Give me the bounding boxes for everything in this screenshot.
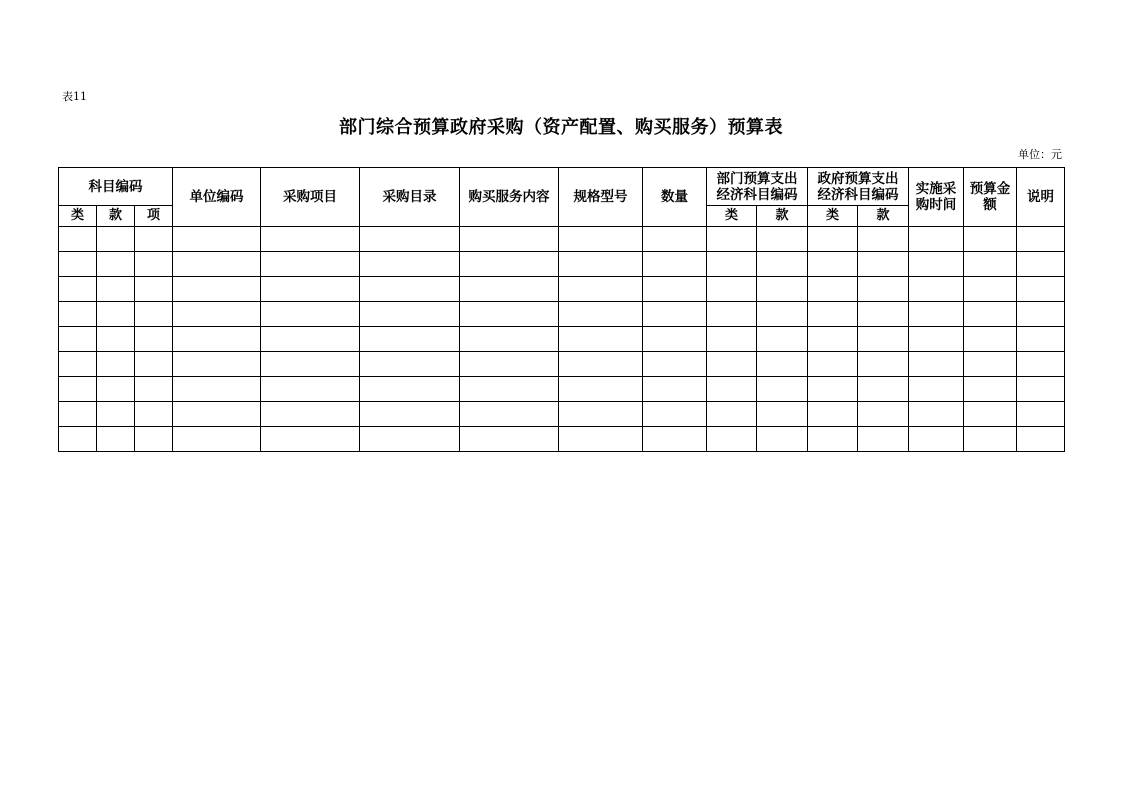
table-cell[interactable] [97,252,135,277]
table-row [59,327,1065,352]
table-cell[interactable] [261,377,360,402]
table-cell[interactable] [460,252,559,277]
table-cell[interactable] [643,327,707,352]
table-cell[interactable] [460,327,559,352]
table-cell[interactable] [97,277,135,302]
table-cell[interactable] [135,252,173,277]
table-cell[interactable] [757,427,808,452]
table-cell[interactable] [360,377,460,402]
header-subject-code: 科目编码 [59,168,173,206]
table-cell[interactable] [173,352,261,377]
header-dept-kuan: 款 [757,206,808,227]
table-row [59,377,1065,402]
header-gov-econ-code-line1: 政府预算支出 [817,170,899,187]
table-cell[interactable] [707,352,757,377]
table-cell[interactable] [360,302,460,327]
table-cell[interactable] [808,427,858,452]
header-gov-econ-code-line2: 经济科目编码 [817,186,899,203]
table-cell[interactable] [643,302,707,327]
table-cell[interactable] [261,227,360,252]
table-cell[interactable] [757,377,808,402]
table-cell[interactable] [1017,377,1065,402]
table-cell[interactable] [643,252,707,277]
table-cell[interactable] [1017,327,1065,352]
table-cell[interactable] [97,402,135,427]
header-dept-lei: 类 [707,206,757,227]
table-cell[interactable] [1017,352,1065,377]
header-impl-time-line2: 购时间 [915,197,957,213]
table-cell[interactable] [59,277,97,302]
header-spec-model: 规格型号 [559,168,643,227]
header-budget-amount-line1: 预算金 [969,181,1011,197]
table-cell[interactable] [909,327,964,352]
header-dept-econ-code-line2: 经济科目编码 [716,186,798,203]
table-cell[interactable] [59,252,97,277]
table-cell[interactable] [858,302,909,327]
table-cell[interactable] [858,327,909,352]
table-cell[interactable] [808,302,858,327]
header-kuan: 款 [97,206,135,227]
header-gov-econ-code [808,168,909,206]
table-number-label: 表11 [62,90,87,103]
table-cell[interactable] [360,402,460,427]
table-cell[interactable] [1017,302,1065,327]
table-cell[interactable] [643,377,707,402]
table-body [59,227,1065,452]
table-cell[interactable] [135,227,173,252]
table-cell[interactable] [135,302,173,327]
table-cell[interactable] [1017,227,1065,252]
table-cell[interactable] [460,227,559,252]
header-budget-amount [964,168,1017,227]
table-cell[interactable] [757,227,808,252]
table-cell[interactable] [460,377,559,402]
table-cell[interactable] [707,377,757,402]
table-cell[interactable] [135,427,173,452]
table-cell[interactable] [757,252,808,277]
table-cell[interactable] [858,227,909,252]
table-cell[interactable] [808,227,858,252]
table-cell[interactable] [964,277,1017,302]
table-cell[interactable] [97,377,135,402]
table-cell[interactable] [1017,427,1065,452]
table-cell[interactable] [261,252,360,277]
header-remarks: 说明 [1017,168,1065,227]
table-cell[interactable] [643,277,707,302]
table-cell[interactable] [909,352,964,377]
header-xiang: 项 [135,206,173,227]
table-cell[interactable] [707,402,757,427]
table-cell[interactable] [261,277,360,302]
table-cell[interactable] [360,352,460,377]
table-cell[interactable] [360,227,460,252]
header-budget-amount-line2: 额 [983,197,997,213]
table-cell[interactable] [261,302,360,327]
table-cell[interactable] [559,352,643,377]
table-cell[interactable] [173,227,261,252]
table-cell[interactable] [460,402,559,427]
table-cell[interactable] [964,252,1017,277]
table-row [59,427,1065,452]
table-cell[interactable] [909,402,964,427]
table-cell[interactable] [559,427,643,452]
table-row [59,277,1065,302]
table-cell[interactable] [173,277,261,302]
header-unit-code: 单位编码 [173,168,261,227]
table-cell[interactable] [360,327,460,352]
table-cell[interactable] [808,252,858,277]
table-row [59,227,1065,252]
header-dept-econ-code [707,168,808,206]
table-row [59,252,1065,277]
table-cell[interactable] [757,327,808,352]
table-cell[interactable] [135,277,173,302]
table-cell[interactable] [135,402,173,427]
table-cell[interactable] [808,277,858,302]
table-row [59,302,1065,327]
table-cell[interactable] [360,277,460,302]
header-purchase-item: 采购项目 [261,168,360,227]
table-cell[interactable] [1017,277,1065,302]
table-cell[interactable] [261,427,360,452]
table-cell[interactable] [858,427,909,452]
table-cell[interactable] [964,352,1017,377]
table-cell[interactable] [964,402,1017,427]
table-cell[interactable] [808,402,858,427]
table-cell[interactable] [97,327,135,352]
table-cell[interactable] [460,302,559,327]
table-cell[interactable] [559,402,643,427]
header-impl-time [909,168,964,227]
table-cell[interactable] [858,252,909,277]
table-cell[interactable] [559,327,643,352]
table-cell[interactable] [643,227,707,252]
header-impl-time-line1: 实施采 [915,181,957,197]
table-cell[interactable] [261,402,360,427]
table-cell[interactable] [261,352,360,377]
table-cell[interactable] [59,402,97,427]
header-service-content: 购买服务内容 [460,168,559,227]
table-cell[interactable] [59,327,97,352]
table-cell[interactable] [559,252,643,277]
table-cell[interactable] [808,327,858,352]
header-purchase-catalog: 采购目录 [360,168,460,227]
table-cell[interactable] [858,352,909,377]
table-cell[interactable] [858,377,909,402]
table-cell[interactable] [59,302,97,327]
table-cell[interactable] [559,277,643,302]
table-cell[interactable] [964,327,1017,352]
table-cell[interactable] [173,327,261,352]
table-cell[interactable] [59,377,97,402]
table-cell[interactable] [707,252,757,277]
table-cell[interactable] [559,377,643,402]
table-cell[interactable] [757,352,808,377]
header-lei: 类 [59,206,97,227]
table-cell[interactable] [559,227,643,252]
table-cell[interactable] [460,277,559,302]
table-cell[interactable] [59,427,97,452]
table-cell[interactable] [858,402,909,427]
table-cell[interactable] [1017,402,1065,427]
table-cell[interactable] [460,427,559,452]
budget-table [58,167,1065,452]
table-cell[interactable] [97,227,135,252]
header-dept-econ-code-line1: 部门预算支出 [716,170,798,187]
header-quantity: 数量 [643,168,707,227]
table-cell[interactable] [559,302,643,327]
table-cell[interactable] [173,377,261,402]
table-cell[interactable] [707,427,757,452]
table-cell[interactable] [135,377,173,402]
table-cell[interactable] [858,277,909,302]
table-cell[interactable] [59,227,97,252]
table-cell[interactable] [173,402,261,427]
table-cell[interactable] [97,352,135,377]
table-cell[interactable] [135,327,173,352]
header-gov-kuan: 款 [858,206,909,227]
table-cell[interactable] [1017,252,1065,277]
page-title: 部门综合预算政府采购（资产配置、购买服务）预算表 [339,117,783,138]
table-cell[interactable] [360,427,460,452]
table-cell[interactable] [360,252,460,277]
unit-label: 单位：元 [1018,148,1062,161]
table-cell[interactable] [964,302,1017,327]
header-gov-lei: 类 [808,206,858,227]
table-cell[interactable] [97,302,135,327]
table-cell[interactable] [757,302,808,327]
table-cell[interactable] [757,402,808,427]
table-cell[interactable] [964,427,1017,452]
table-cell[interactable] [59,352,97,377]
table-cell[interactable] [808,352,858,377]
table-cell[interactable] [808,377,858,402]
table-cell[interactable] [909,427,964,452]
table-cell[interactable] [757,277,808,302]
table-row [59,352,1065,377]
table-cell[interactable] [135,352,173,377]
table-cell[interactable] [173,252,261,277]
table-cell[interactable] [707,327,757,352]
table-cell[interactable] [707,227,757,252]
table-cell[interactable] [707,277,757,302]
table-cell[interactable] [909,227,964,252]
table-row [59,402,1065,427]
table-cell[interactable] [964,377,1017,402]
table-cell[interactable] [707,302,757,327]
table-cell[interactable] [909,377,964,402]
table-cell[interactable] [643,352,707,377]
table-cell[interactable] [909,277,964,302]
table-cell[interactable] [643,402,707,427]
table-cell[interactable] [97,427,135,452]
table-cell[interactable] [173,302,261,327]
table-cell[interactable] [460,352,559,377]
table-cell[interactable] [261,327,360,352]
table-cell[interactable] [909,252,964,277]
table-cell[interactable] [643,427,707,452]
table-cell[interactable] [173,427,261,452]
table-cell[interactable] [909,302,964,327]
table-cell[interactable] [964,227,1017,252]
